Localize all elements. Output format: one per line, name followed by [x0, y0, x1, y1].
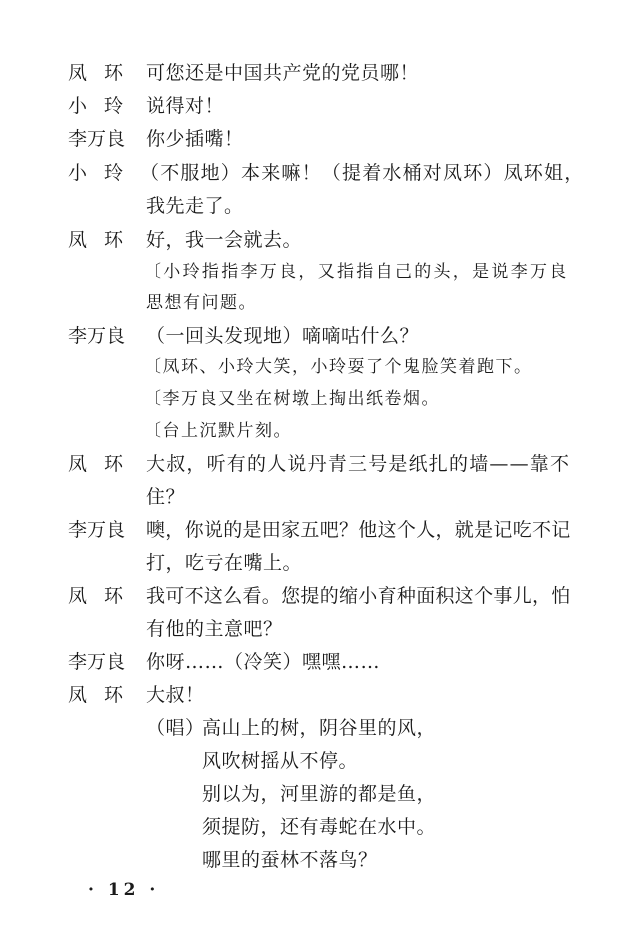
- dialogue-line: 你少插嘴！: [146, 128, 244, 150]
- dialogue-line: 大叔！: [146, 684, 205, 706]
- stage-direction: 〔台上沉默片刻。: [144, 421, 292, 441]
- speaker-label: 凤环: [68, 62, 141, 84]
- speaker-label: 凤环: [68, 684, 141, 706]
- dialogue-line: 噢，你说的是田家五吧？他这个人，就是记吃不记: [146, 519, 571, 541]
- speaker-label: 李万良: [68, 651, 126, 673]
- song-marker: （唱）: [146, 717, 205, 739]
- speaker-label: 李万良: [68, 519, 126, 541]
- dialogue-line: 说得对！: [146, 95, 225, 117]
- speaker-label: 凤环: [68, 453, 141, 475]
- page-number: · 12 ·: [88, 880, 160, 900]
- dialogue-line-continued: 住？: [146, 486, 186, 508]
- song-line: 高山上的树，阴谷里的风，: [202, 717, 437, 739]
- song-line: 别以为，河里游的都是鱼，: [202, 783, 437, 805]
- dialogue-line: 我可不这么看。您提的缩小育种面积这个事儿，怕: [146, 585, 571, 607]
- stage-direction: 〔李万良又坐在树墩上掏出纸卷烟。: [144, 389, 440, 409]
- song-line: 须提防，还有毒蛇在水中。: [202, 816, 437, 838]
- dialogue-line-continued: 有他的主意吧？: [146, 618, 283, 640]
- stage-direction-continued: 思想有问题。: [146, 293, 257, 313]
- song-line: 哪里的蚕林不落鸟？: [202, 849, 378, 871]
- stage-direction: 〔小玲指指李万良，又指指自己的头，是说李万良: [144, 262, 569, 282]
- song-line: 风吹树摇从不停。: [202, 750, 359, 772]
- dialogue-line: 你呀……（冷笑）嘿嘿……: [146, 651, 381, 673]
- dialogue-line: 好，我一会就去。: [146, 229, 303, 251]
- dialogue-line-continued: 打，吃亏在嘴上。: [146, 552, 303, 574]
- dialogue-line: 大叔，听有的人说丹青三号是纸扎的墙——靠不: [146, 453, 571, 475]
- speaker-label: 小玲: [68, 162, 141, 184]
- dialogue-line: （不服地）本来嘛！（提着水桶对凤环）凤环姐，: [140, 162, 585, 184]
- dialogue-line: （一回头发现地）嘀嘀咕什么？: [146, 325, 420, 347]
- speaker-label: 小玲: [68, 95, 141, 117]
- stage-direction: 〔凤环、小玲大笑，小玲耍了个鬼脸笑着跑下。: [144, 357, 533, 377]
- speaker-label: 凤环: [68, 229, 141, 251]
- speaker-label: 李万良: [68, 325, 126, 347]
- dialogue-line: 可您还是中国共产党的党员哪！: [146, 62, 420, 84]
- dialogue-line-continued: 我先走了。: [146, 195, 244, 217]
- speaker-label: 凤环: [68, 585, 141, 607]
- speaker-label: 李万良: [68, 128, 126, 150]
